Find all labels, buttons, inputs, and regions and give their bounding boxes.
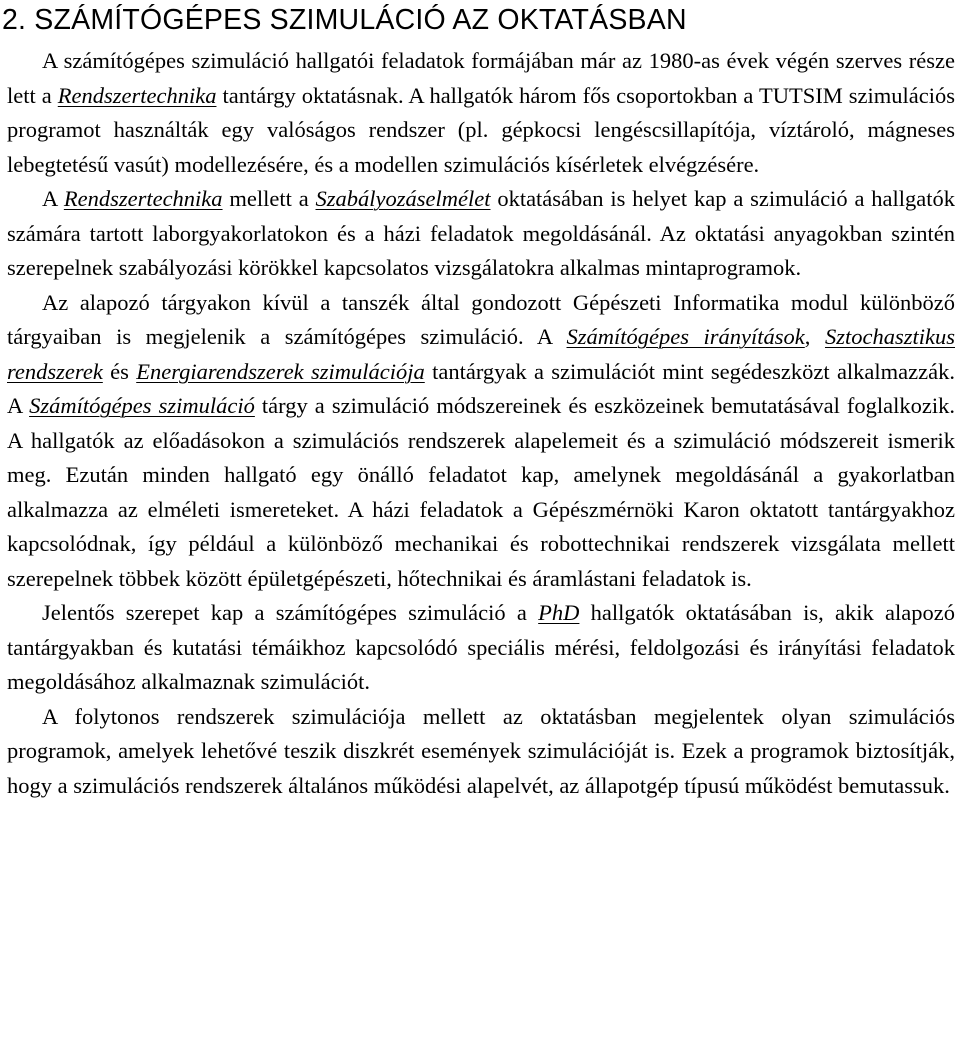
text: hallgatók oktatásában is, akik alapozó tantárgyakban és kutatási témáikhoz kapcsolódó speciális mérési, feldolgozási és irányítási feladatok megoldásához alkalmaznak szimulációt. — [7, 600, 955, 694]
text: , — [804, 324, 825, 349]
paragraph-5 — [7, 700, 955, 804]
paragraph-1 — [7, 44, 955, 182]
text: A számítógépes szimuláció hallgatói feladatok formájában már az 1980-as évek végén szerves része lett a — [7, 48, 955, 108]
course-reference: Számítógépes szimuláció — [29, 393, 255, 418]
text: Az alapozó tárgyakon kívül a tanszék által gondozott Gépészeti Informatika modul különböző tárgyaiban is megjelenik a számítógépes szimuláció. A — [7, 289, 955, 349]
course-reference: Energiarendszerek szimulációja — [136, 358, 425, 384]
paragraph-4 — [7, 596, 955, 700]
course-reference: Számítógépes irányítások — [566, 324, 805, 349]
program-reference: PhD — [538, 600, 580, 625]
text: tantárgy oktatásnak. A hallgatók három fős csoportokban a TUTSIM szimulációs programot használták egy valóságos rendszer (pl. gépkocsi lengéscsillapítója, víztároló, mágneses lebegtetésű vasút) modellezésére, és a modellen szimulációs kísérletek elvégzésére. — [7, 82, 956, 177]
paragraph-2 — [7, 182, 955, 286]
text: oktatásában is helyet kap a szimuláció a hallgatók számára tartott laborgyakorlatokon és a házi feladatok megoldásánál. Az oktatási anyagokban szintén szerepelnek szabályozási körökkel kapcsolatos vizsgálatokra alkalmas mintaprogramok. — [7, 186, 955, 280]
text: és — [102, 358, 137, 384]
course-reference: Rendszertechnika — [63, 186, 223, 211]
section-heading: 2. SZÁMÍTÓGÉPES SZIMULÁCIÓ AZ OKTATÁSBAN — [2, 4, 687, 36]
document-page — [2, 0, 956, 803]
text: Jelentős szerepet kap a számítógépes szimuláció a — [42, 600, 539, 625]
text: tárgy a szimuláció módszereinek és eszközeinek bemutatásával foglalkozik. A hallgatók az előadásokon a szimulációs rendszerek alapelemeit és a szimuláció módszereit ismerik meg. Ezután minden hallgató egy önálló feladatot kap, amelynek megoldásánál a gyakorlatban alkalmazza az elméleti ismereteket. A házi feladatok a Gépészmérnöki Karon oktatott tantárgyakhoz kapcsolódnak, így például a különböző mechanikai és robottechnikai rendszerek vizsgálata mellett szerepelnek többek között épületgépészeti, hőtechnikai és áramlástani feladatok is. — [7, 393, 955, 591]
text: A — [42, 186, 64, 211]
text: tantárgyak a szimulációt mint segédeszközt alkalmazzák. A — [7, 358, 955, 418]
text: mellett a — [222, 186, 316, 211]
paragraph-3 — [7, 286, 955, 597]
course-reference: Sztochasztikus rendszerek — [7, 324, 955, 384]
course-reference: Szabályozáselmélet — [315, 186, 491, 211]
course-reference: Rendszertechnika — [57, 82, 217, 108]
text: A folytonos rendszerek szimulációja mellett az oktatásban megjelentek olyan szimulációs programok, amelyek lehetővé teszik diszkrét események szimulációját is. Ezek a programok biztosítják, hogy a szimulációs rendszerek általános működési alapelvét, az állapotgép típusú működést bemutassuk. — [7, 703, 955, 798]
